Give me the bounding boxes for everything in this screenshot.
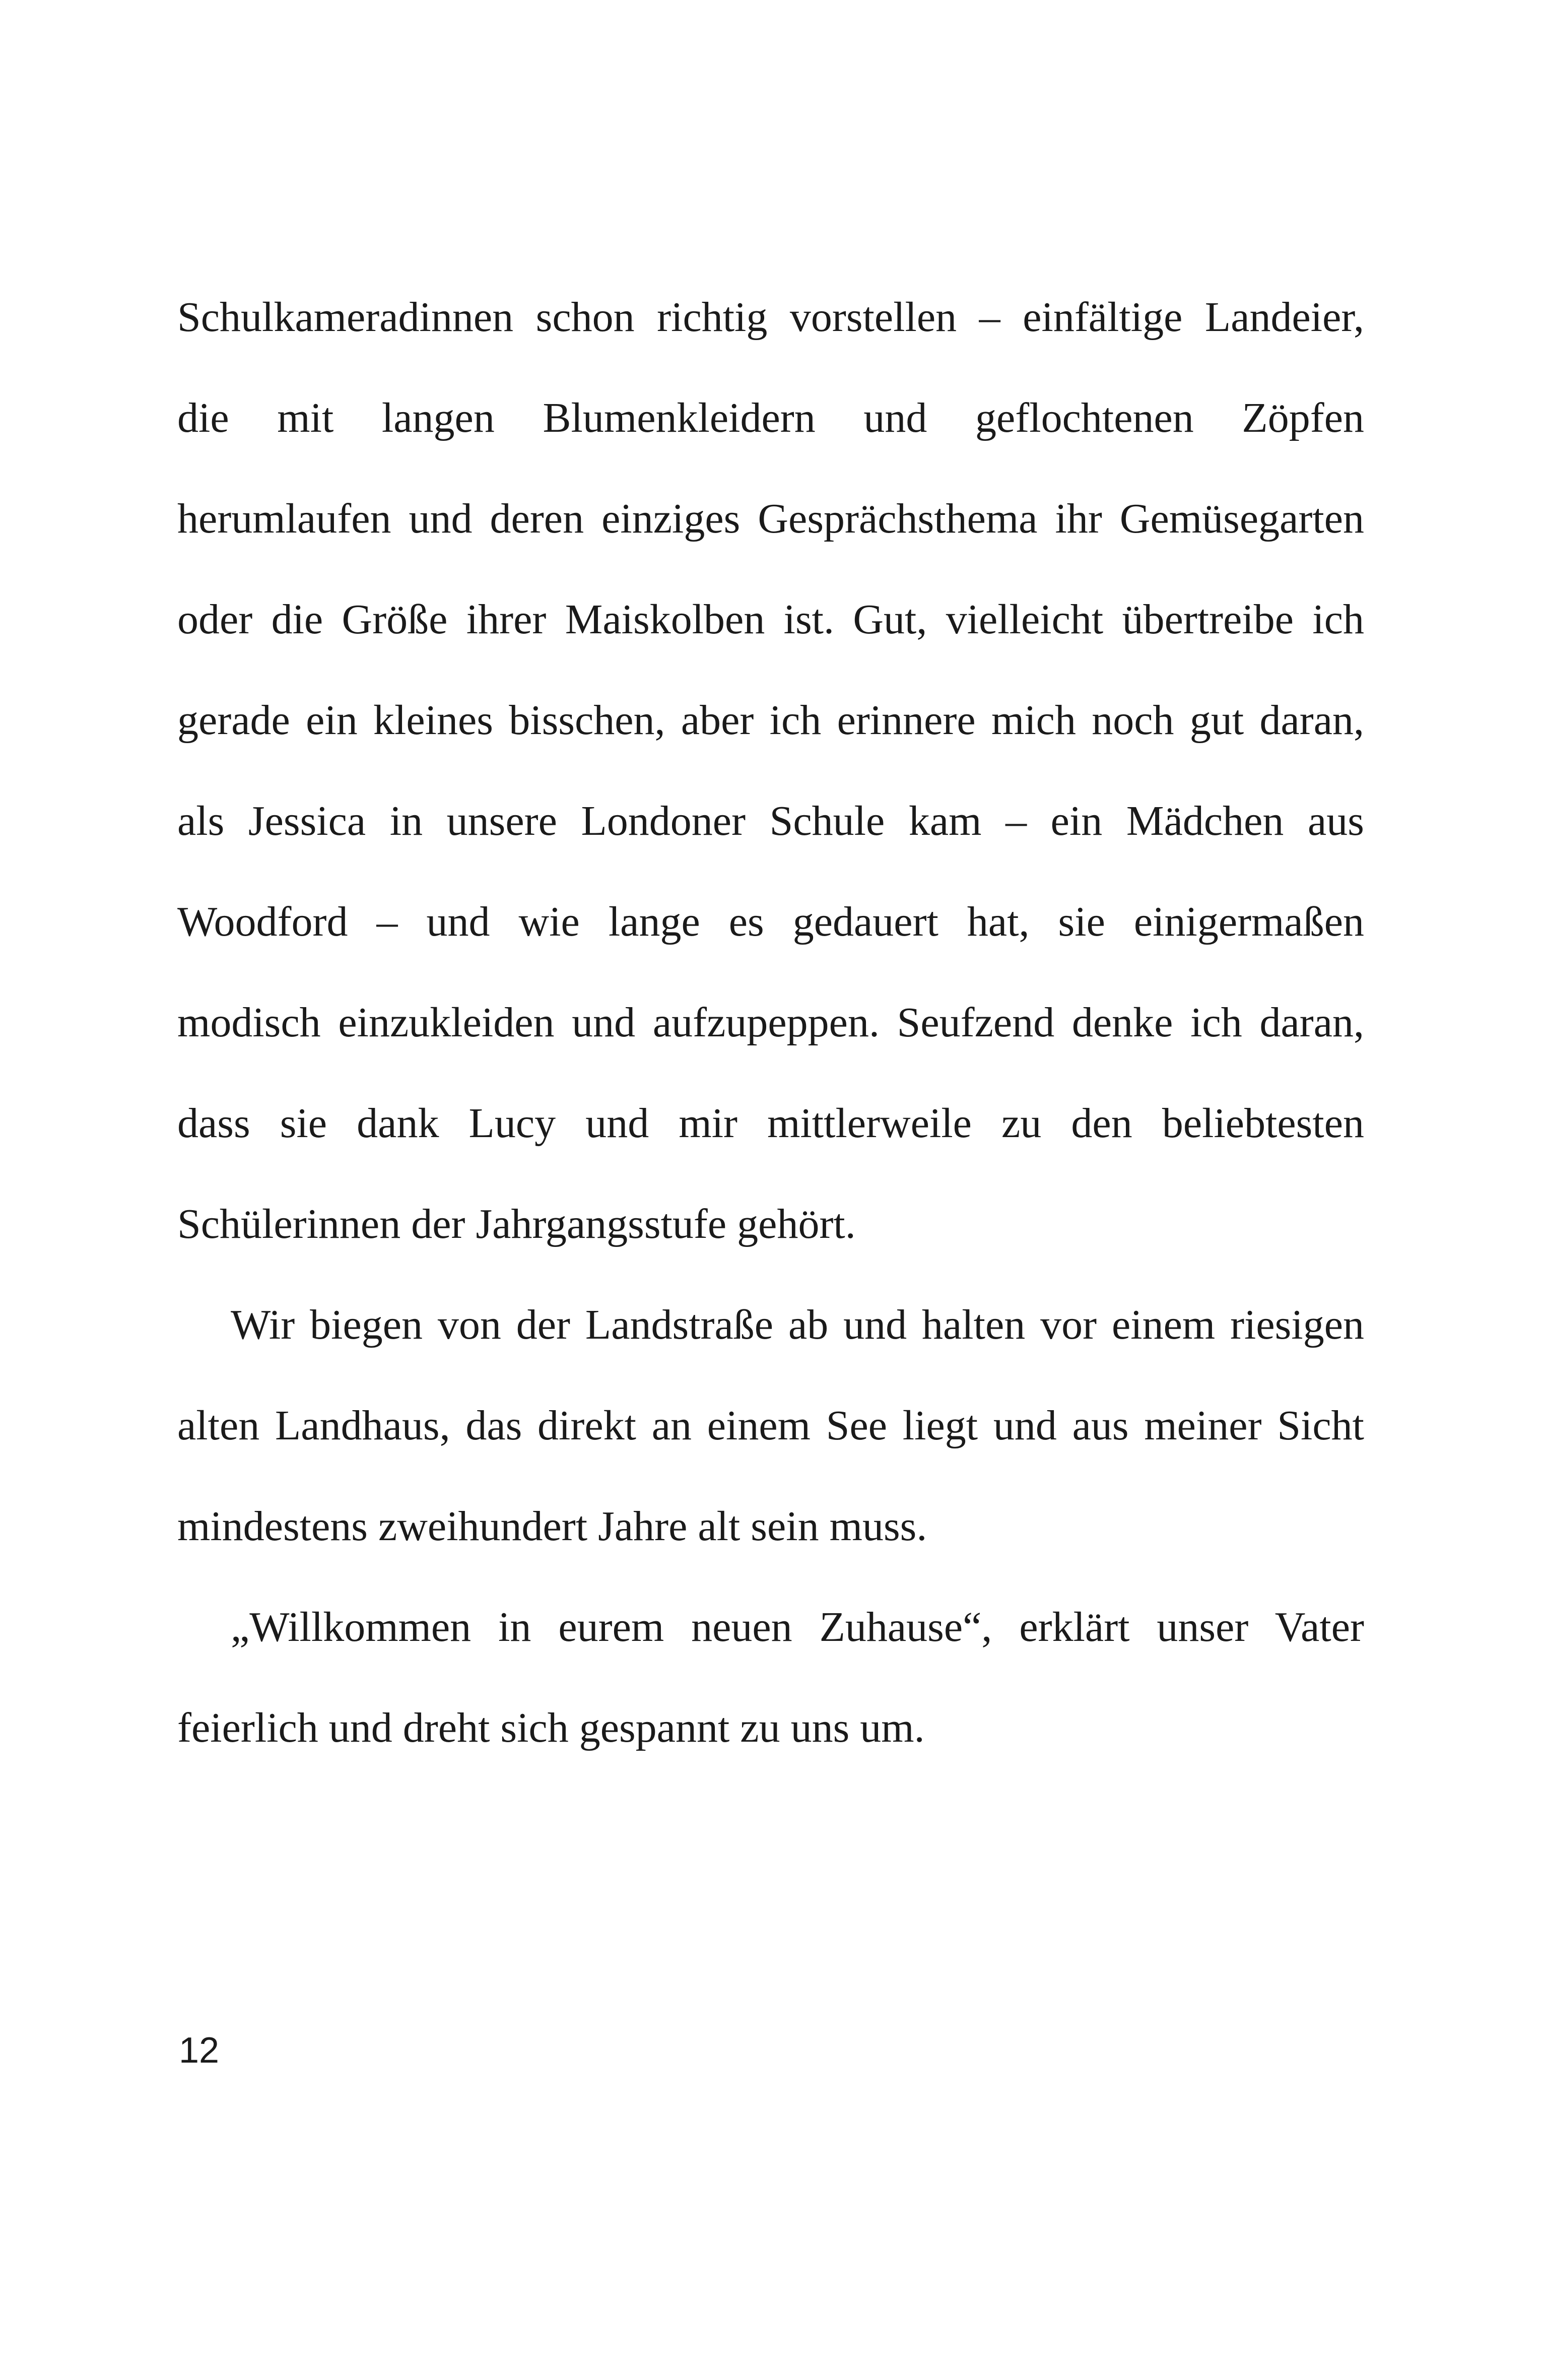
text-line: alten Landhaus, das direkt an einem See liegt und aus meiner Sicht — [177, 1402, 1364, 1449]
text-line: als Jessica in unsere Londoner Schule kam – ein Mädchen aus — [177, 798, 1364, 844]
body-text — [177, 267, 1364, 1778]
text-line: „Willkommen in eurem neuen Zuhause“, erklärt unser Vater — [231, 1604, 1364, 1650]
text-line: gerade ein kleines bisschen, aber ich erinnere mich noch gut daran, — [177, 697, 1364, 744]
text-line: Schülerinnen der Jahrgangsstufe gehört. — [177, 1201, 856, 1247]
paragraph-3 — [177, 1577, 1364, 1778]
text-line: oder die Größe ihrer Maiskolben ist. Gut, vielleicht übertreibe ich — [177, 596, 1364, 643]
paragraph-2 — [177, 1275, 1364, 1577]
text-line: dass sie dank Lucy und mir mittlerweile zu den beliebtesten — [177, 1100, 1364, 1147]
text-line: Wir biegen von der Landstraße ab und halten vor einem riesigen — [231, 1301, 1364, 1348]
text-line: die mit langen Blumenkleidern und geflochtenen Zöpfen — [177, 394, 1364, 441]
text-line: mindestens zweihundert Jahre alt sein muss. — [177, 1503, 927, 1550]
text-line: modisch einzukleiden und aufzupeppen. Seufzend denke ich daran, — [177, 999, 1364, 1046]
text-line: Woodford – und wie lange es gedauert hat, sie einigermaßen — [177, 898, 1364, 945]
paragraph-1 — [177, 267, 1364, 1275]
text-line: Schulkameradinnen schon richtig vorstellen – einfältige Landeier, — [177, 294, 1364, 341]
text-line: herumlaufen und deren einziges Gesprächsthema ihr Gemüsegarten — [177, 495, 1364, 542]
text-line: feierlich und dreht sich gespannt zu uns um. — [177, 1704, 925, 1751]
page-number: 12 — [179, 2030, 220, 2071]
